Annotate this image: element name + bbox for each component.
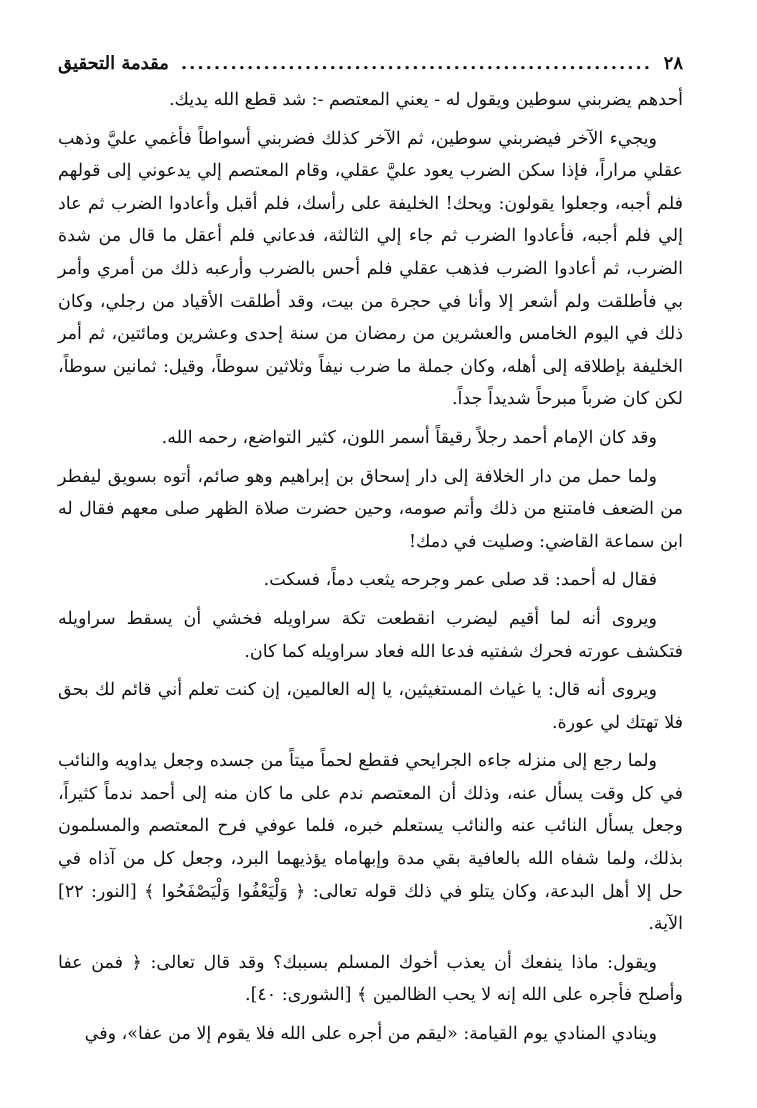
paragraph-8: ولما رجع إلى منزله جاءه الجرايحي فقطع لحماً ميتاً من جسده وجعل يداويه والنائب في كل وقت يسأل عنه، وذلك أن المعتصم ندم على ما كان منه إلى أحمد ندماً كثيراً، وجعل يسأل النائب عنه والنائب يستعلم خبره، فلما عوفي فرح المعتصم والمسلمون بذلك، ولما شفاه الله بالعافية بقي مدة وإبهاماه يؤذيهما البرد، وجعل كل من آذاه في حل إلا أهل البدعة، وكان يتلو في ذلك قوله تعالى: ﴿ وَلْيَعْفُوا وَلْيَصْفَحُوا ﴾ [النور: ٢٢] الآية. [58, 751, 683, 935]
page-header [58, 40, 683, 74]
paragraph-2: ويجيء الآخر فيضربني سوطين، ثم الآخر كذلك فضربني أسواطاً فأغمي عليَّ وذهب عقلي مراراً، فإذا سكن الضرب يعود عليَّ عقلي، وقام المعتصم إلي يدعوني إلى قولهم فلم أجبه، وجعلوا يقولون: ويحك! الخليفة على رأسك، فلم أقبل وأعادوا الضرب ثم عاد إلي فلم أجبه، فأعادوا الضرب ثم جاء إلي الثالثة، فدعاني فلم أعقل ما قال من شدة الضرب، ثم أعادوا الضرب فذهب عقلي فلم أحس بالضرب وأرعبه ذلك من أمري وأمر بي فأطلقت ولم أشعر إلا وأنا في حجرة من بيت، وقد أطلقت الأقياد من رجلي، وكان ذلك في اليوم الخامس والعشرين من رمضان من سنة إحدى وعشرين ومائتين، ثم أمر الخليفة بإطلاقه إلى أهله، وكان جملة ما ضرب نيفاً وثلاثين سوطاً، وقيل: ثمانين سوطاً، لكن كان ضرباً مبرحاً شديداً جداً. [58, 128, 683, 410]
paragraph-9: ويقول: ماذا ينفعك أن يعذب أخوك المسلم بسببك؟ وقد قال تعالى: ﴿ فمن عفا وأصلح فأجره على الله إنه لا يحب الظالمين ﴾ [الشورى: ٤٠]. [58, 952, 683, 1006]
paragraph-3: وقد كان الإمام أحمد رجلاً رقيقاً أسمر اللون، كثير التواضع، رحمه الله. [161, 427, 657, 448]
paragraph-1: أحدهم يضربني سوطين ويقول له - يعني المعتصم -: شد قطع الله يديك. [168, 90, 683, 110]
paragraph-10: وينادي المنادي يوم القيامة: «ليقم من أجره على الله فلا يقوم إلا من عفا»، وفي [84, 1024, 657, 1045]
paragraph-7: ويروى أنه قال: يا غياث المستغيثين، يا إله العالمين، إن كنت تعلم أني قائم لك بحق فلا تهتك لي عورة. [58, 680, 683, 733]
page-number: ٢٨ [663, 53, 683, 74]
paragraph-6: ويروى أنه لما أقيم ليضرب انقطعت تكة سراويله فخشي أن يسقط سراويله فتكشف عورته فحرك شفتيه فدعا الله فعاد سراويله كما كان. [58, 608, 683, 662]
paragraph-5: فقال له أحمد: قد صلى عمر وجرحه يثعب دماً، فسكت. [263, 570, 657, 591]
running-title: مقدمة التحقيق [58, 53, 169, 74]
paragraph-4: ولما حمل من دار الخلافة إلى دار إسحاق بن إبراهيم وهو صائم، أتوه بسويق ليفطر من الضعف فامتنع من ذلك وأتم صومه، وحين حضرت صلاة الظهر صلى معهم فقال له ابن سماعة القاضي: وصليت في دمك! [58, 466, 683, 552]
header-leader-dots [181, 53, 652, 74]
page-body [58, 84, 683, 1051]
